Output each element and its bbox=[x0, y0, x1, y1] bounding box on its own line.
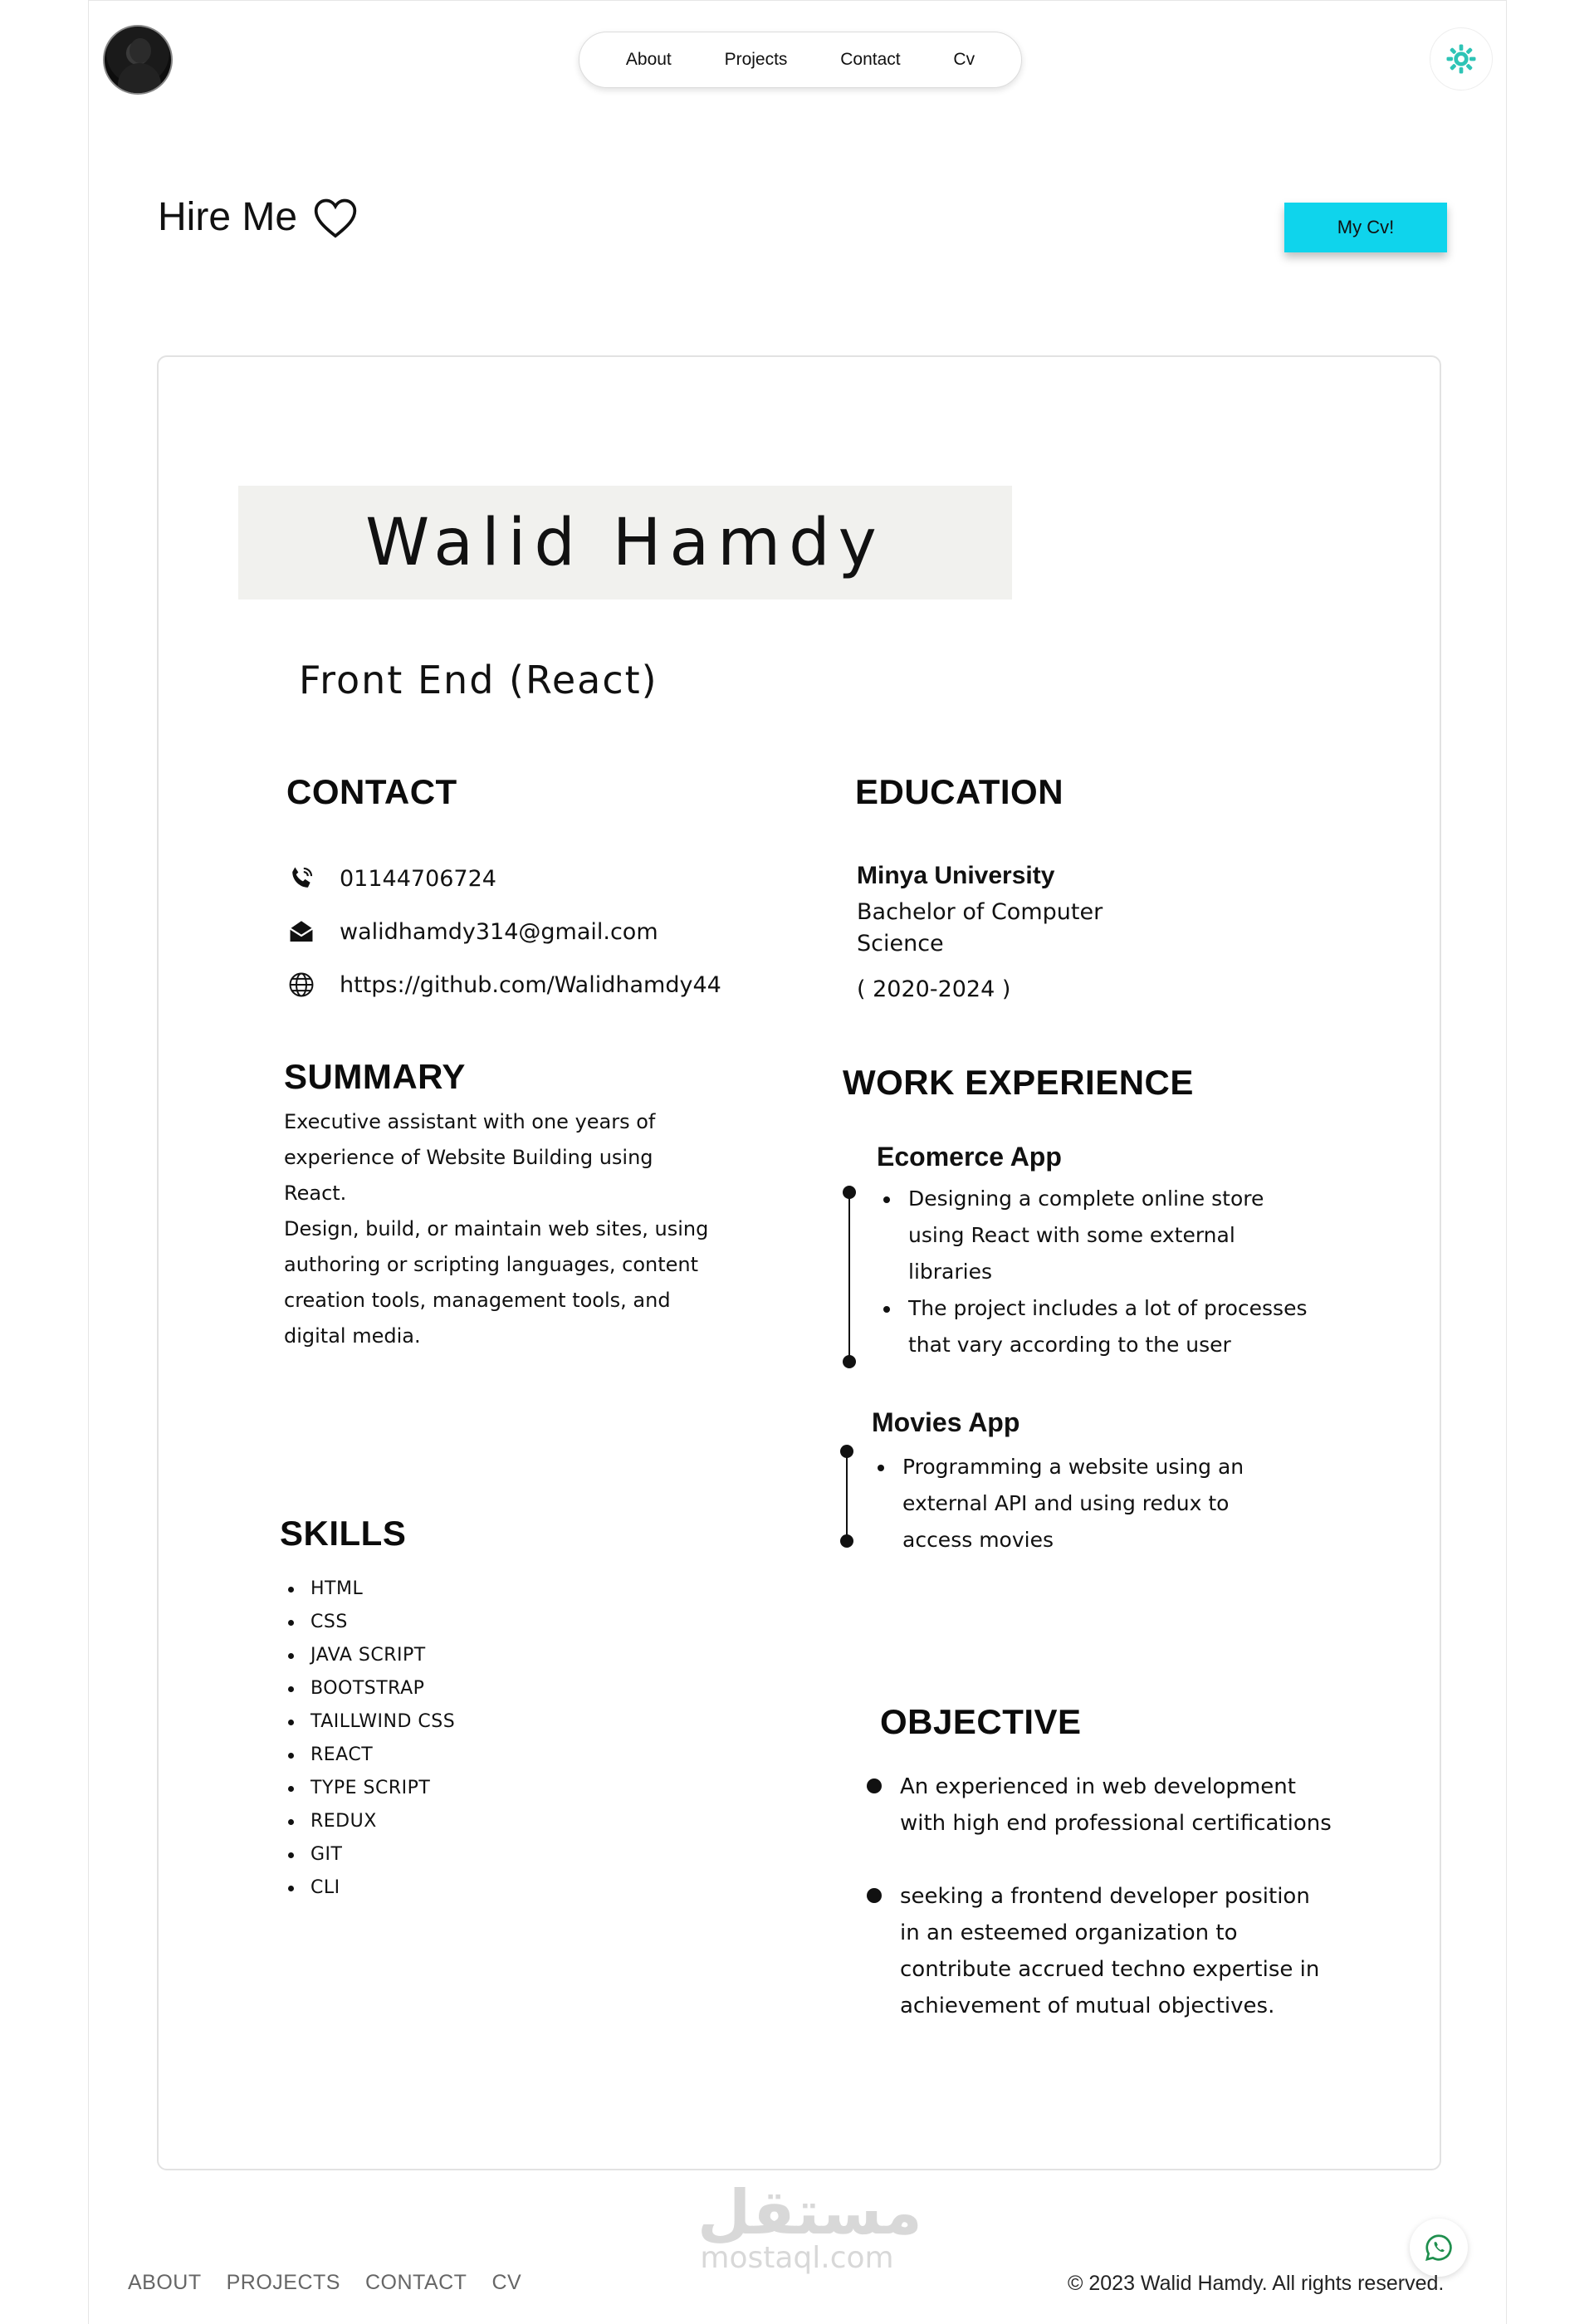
timeline-dot bbox=[840, 1534, 853, 1548]
copyright: © 2023 Walid Hamdy. All rights reserved. bbox=[1068, 2272, 1445, 2295]
watermark-latin: mostaql.com bbox=[700, 2241, 894, 2275]
email-address: walidhamdy314@gmail.com bbox=[340, 918, 658, 945]
nav-cv[interactable]: Cv bbox=[953, 50, 975, 69]
skill-item: CSS bbox=[284, 1606, 455, 1639]
name-banner bbox=[238, 486, 1012, 599]
theme-toggle-button[interactable] bbox=[1430, 27, 1493, 91]
job-title: Ecomerce App bbox=[877, 1142, 1062, 1172]
footer-link-projects[interactable]: PROJECTS bbox=[226, 2271, 340, 2294]
skill-item: BOOTSTRAP bbox=[284, 1672, 455, 1705]
contact-website bbox=[286, 970, 721, 1000]
bullet-dot bbox=[867, 1778, 882, 1793]
whatsapp-icon bbox=[1424, 2233, 1454, 2263]
heart-icon bbox=[312, 196, 359, 239]
summary-title: SUMMARY bbox=[284, 1057, 466, 1096]
objective-point bbox=[868, 1878, 1333, 2024]
nav-contact[interactable]: Contact bbox=[840, 50, 901, 69]
timeline-dot bbox=[840, 1445, 853, 1458]
skills-title: SKILLS bbox=[280, 1514, 407, 1553]
hire-title: Hire Me bbox=[158, 195, 298, 239]
summary-text bbox=[284, 1104, 716, 1354]
work-experience-title: WORK EXPERIENCE bbox=[843, 1063, 1194, 1102]
job-point: Programming a website using an external API and using redux to access movies bbox=[874, 1449, 1264, 1558]
education-title: EDUCATION bbox=[855, 772, 1064, 811]
footer-link-contact[interactable]: CONTACT bbox=[364, 2271, 467, 2294]
footer-link-about[interactable]: ABOUT bbox=[128, 2271, 202, 2294]
watermark-arabic: مستقل bbox=[697, 2177, 922, 2248]
my-cv-button[interactable]: My Cv! bbox=[1284, 203, 1447, 252]
job-point: Designing a complete online store using React with some external libraries bbox=[880, 1181, 1312, 1290]
timeline-line bbox=[848, 1192, 850, 1362]
degree: Bachelor of Computer Science bbox=[857, 899, 1103, 957]
footer-link-cv[interactable]: CV bbox=[491, 2271, 522, 2294]
skills-list bbox=[284, 1573, 455, 1905]
contact-phone bbox=[286, 864, 496, 893]
avatar-body bbox=[118, 63, 161, 95]
objective-text: seeking a frontend developer position in an esteemed organization to contribute accrued techno expertise in achievement of mutual objectives. bbox=[900, 1884, 1320, 2018]
timeline-dot bbox=[843, 1355, 856, 1368]
bullet-dot bbox=[867, 1888, 882, 1903]
nav-projects[interactable]: Projects bbox=[724, 50, 788, 69]
job-title: Movies App bbox=[872, 1407, 1020, 1437]
website-url: https://github.com/Walidhamdy44 bbox=[340, 971, 721, 998]
timeline-dot bbox=[843, 1186, 856, 1199]
skill-item: CLI bbox=[284, 1871, 455, 1905]
university-name: Minya University bbox=[857, 862, 1055, 889]
education-years: ( 2020-2024 ) bbox=[857, 976, 1011, 1002]
skill-item: TYPE SCRIPT bbox=[284, 1772, 455, 1805]
nav-about[interactable]: About bbox=[625, 50, 672, 69]
phone-number: 01144706724 bbox=[340, 865, 496, 892]
avatar[interactable] bbox=[103, 25, 173, 95]
summary-paragraph-2: Design, build, or maintain web sites, using authoring or scripting languages, content creation tools, management tools, and digital media. bbox=[284, 1217, 709, 1348]
skill-item: TAILLWIND CSS bbox=[284, 1705, 455, 1739]
avatar-head bbox=[130, 38, 151, 63]
job-point: The project includes a lot of processes that vary according to the user bbox=[880, 1290, 1312, 1363]
objective-title: OBJECTIVE bbox=[880, 1702, 1082, 1741]
footer-nav bbox=[128, 2271, 521, 2295]
globe-icon bbox=[286, 970, 316, 1000]
contact-title: CONTACT bbox=[286, 772, 457, 811]
hire-heading bbox=[158, 194, 359, 240]
summary-paragraph-1: Executive assistant with one years of experience of Website Building using React. bbox=[284, 1110, 656, 1205]
contact-email bbox=[286, 917, 658, 947]
skill-item: REDUX bbox=[284, 1805, 455, 1838]
whatsapp-button[interactable] bbox=[1410, 2219, 1468, 2277]
objective-point bbox=[868, 1769, 1333, 1842]
top-nav bbox=[579, 32, 1022, 88]
envelope-icon bbox=[286, 917, 316, 947]
mostaql-watermark bbox=[697, 2177, 922, 2275]
skill-item: REACT bbox=[284, 1739, 455, 1772]
objective-text: An experienced in web development with high end professional certifications bbox=[900, 1774, 1332, 1836]
gear-icon bbox=[1445, 42, 1478, 76]
phone-icon bbox=[286, 864, 316, 893]
job-points bbox=[880, 1181, 1312, 1363]
resume-role: Front End (React) bbox=[299, 658, 658, 702]
skill-item: GIT bbox=[284, 1838, 455, 1871]
timeline-line bbox=[846, 1451, 848, 1541]
job-points bbox=[874, 1449, 1264, 1558]
resume-name: Walid Hamdy bbox=[365, 505, 885, 580]
skill-item: HTML bbox=[284, 1573, 455, 1606]
skill-item: JAVA SCRIPT bbox=[284, 1639, 455, 1672]
